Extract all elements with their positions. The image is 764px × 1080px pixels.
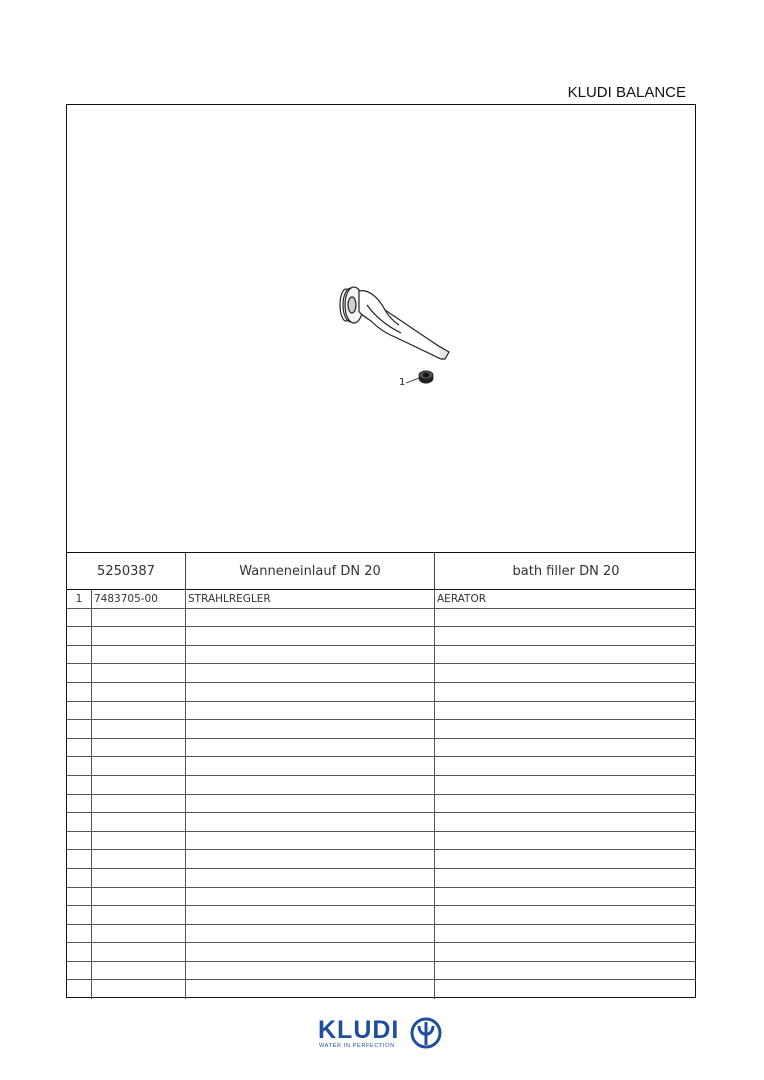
part-name-en [435,962,697,980]
parts-row [67,906,695,925]
part-number [92,888,186,906]
product-header-row [67,553,695,590]
spout-drawing [67,105,695,551]
kludi-logo [318,1016,448,1052]
part-position [67,850,92,868]
part-number [92,813,186,831]
part-name-de [186,702,435,720]
parts-row [67,646,695,665]
part-number [92,943,186,961]
part-name-de [186,757,435,775]
part-position [67,683,92,701]
part-name-en [435,813,697,831]
part-name-de [186,925,435,943]
part-number [92,850,186,868]
part-name-de [186,776,435,794]
exploded-drawing [67,105,695,553]
part-name-de [186,832,435,850]
part-position [67,776,92,794]
part-number [92,627,186,645]
part-position [67,925,92,943]
part-name-de [186,906,435,924]
parts-row [67,925,695,944]
part-name-de [186,943,435,961]
article-number: 5250387 [67,553,186,589]
part-name-en [435,702,697,720]
logo-wordmark: KLUDI [318,1016,400,1044]
parts-row [67,627,695,646]
part-name-en [435,776,697,794]
part-name-en [435,832,697,850]
part-position [67,888,92,906]
part-name-de: STRAHLREGLER [186,590,435,608]
part-name-de [186,888,435,906]
part-name-de [186,720,435,738]
part-number [92,925,186,943]
part-number [92,832,186,850]
part-position [67,757,92,775]
part-name-de [186,980,435,999]
part-name-en [435,609,697,627]
parts-row [67,832,695,851]
part-name-en [435,795,697,813]
part-name-de [186,627,435,645]
part-name-en [435,888,697,906]
parts-row [67,888,695,907]
part-name-de [186,795,435,813]
part-position [67,627,92,645]
part-position [67,980,92,999]
parts-row [67,980,695,999]
part-name-en [435,720,697,738]
callout-label: 1 [399,377,406,388]
part-position: 1 [67,590,92,608]
part-name-de [186,739,435,757]
part-name-en: AERATOR [437,592,487,605]
parts-row [67,795,695,814]
part-name-en [435,664,697,682]
part-name-de [186,813,435,831]
part-number [92,869,186,887]
parts-row [67,943,695,962]
part-number [92,980,186,999]
part-number [92,795,186,813]
parts-row [67,850,695,869]
part-name-en [435,627,697,645]
parts-row [67,813,695,832]
parts-row [67,720,695,739]
logo-emblem-icon [410,1017,442,1049]
part-position [67,832,92,850]
part-name-de [186,683,435,701]
part-number [92,962,186,980]
product-name-en: bath filler DN 20 [512,563,620,579]
parts-sheet-frame [66,104,696,998]
part-position [67,813,92,831]
logo-tagline: WATER IN PERFECTION [319,1043,395,1049]
spout-illustration [340,287,449,359]
parts-row [67,869,695,888]
part-name-de [186,962,435,980]
part-position [67,962,92,980]
part-position [67,664,92,682]
product-name-de: Wanneneinlauf DN 20 [186,553,435,589]
part-number [92,776,186,794]
part-number [92,906,186,924]
part-name-en [435,906,697,924]
part-number [92,609,186,627]
parts-row [67,757,695,776]
aerator-illustration [406,371,433,383]
parts-row [67,683,695,702]
part-position [67,720,92,738]
parts-row [67,702,695,721]
part-number [92,646,186,664]
part-name-en [435,943,697,961]
part-number [92,757,186,775]
part-name-en [435,739,697,757]
part-name-de [186,646,435,664]
parts-row [67,664,695,683]
parts-row [67,962,695,981]
part-name-en [435,869,697,887]
part-position [67,646,92,664]
parts-row [67,776,695,795]
part-name-de [186,609,435,627]
part-number [92,739,186,757]
part-name-de [186,664,435,682]
part-number [92,702,186,720]
part-number [92,720,186,738]
part-position [67,869,92,887]
part-number: 7483705-00 [92,590,186,608]
parts-row [67,590,695,609]
part-name-de [186,869,435,887]
part-name-en [435,757,697,775]
part-position [67,795,92,813]
parts-table [67,590,695,999]
part-position [67,906,92,924]
part-name-en [435,980,697,999]
part-number [92,664,186,682]
part-name-de [186,850,435,868]
part-position [67,702,92,720]
parts-row [67,739,695,758]
part-name-en [435,850,697,868]
part-name-en [435,646,697,664]
part-name-en [435,925,697,943]
series-title: KLUDI BALANCE [567,84,686,101]
part-position [67,609,92,627]
part-name-en [435,683,697,701]
parts-row [67,609,695,628]
part-position [67,943,92,961]
part-position [67,739,92,757]
part-number [92,683,186,701]
